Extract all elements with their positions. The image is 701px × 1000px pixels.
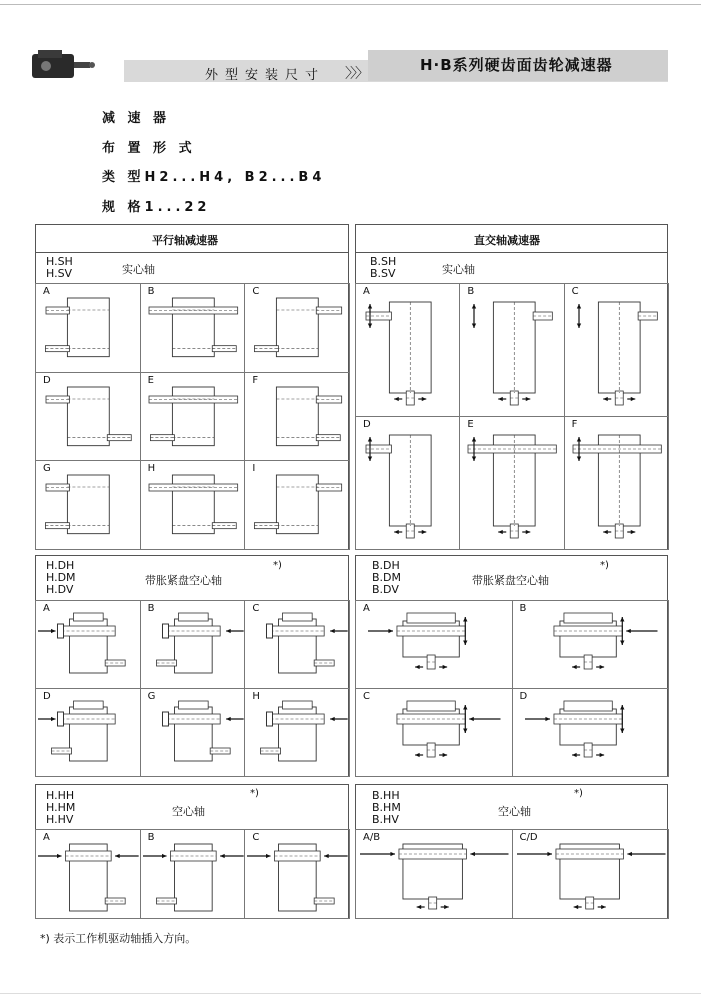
b-shrink-star: *)	[600, 560, 609, 571]
shrink-flange	[162, 712, 168, 726]
h-solid-letter: D	[43, 374, 51, 386]
h-solid-diagram	[36, 284, 141, 373]
h-hollow-cell	[140, 829, 246, 919]
h-solid-letter: B	[147, 286, 155, 297]
gearbox-body	[67, 298, 109, 357]
shrink-flange	[162, 624, 168, 638]
h-hollow-cell	[35, 829, 141, 919]
shrink-disc	[407, 701, 455, 711]
b-solid-cell	[564, 283, 669, 417]
h-solid-diagram	[141, 461, 246, 550]
header-subtitle: 外型安装尺寸	[205, 68, 326, 83]
h-solid-letter: A	[43, 286, 50, 297]
h-shrink-cell	[140, 600, 246, 689]
h-solid-diagram	[141, 373, 246, 462]
h-solid-diagram	[245, 284, 350, 373]
h-shrink-letter: D	[43, 691, 51, 702]
b-solid-diagram	[565, 417, 669, 550]
b-hollow-diagram	[356, 830, 513, 919]
h-solid-diagram	[36, 461, 141, 550]
h-shrink-cell	[35, 688, 141, 777]
h-shrink-diagram	[141, 689, 246, 777]
b-solid-cell	[459, 283, 564, 417]
h-shrink-cell	[244, 688, 350, 777]
h-shrink-letter: G	[147, 691, 156, 702]
shrink-disc	[73, 613, 103, 621]
top-rule	[0, 4, 701, 5]
shrink-flange	[267, 712, 273, 726]
b-hollow-grid	[355, 829, 668, 918]
b-solid-letter: B	[467, 286, 475, 297]
footnote: *) 表示工作机驱动轴插入方向。	[40, 932, 197, 945]
b-solid-letter: C	[571, 286, 579, 297]
b-shrink-letter: C	[363, 691, 370, 702]
h-solid-letter: G	[43, 463, 51, 475]
b-solid-cell	[355, 283, 460, 417]
b-hollow-cell	[512, 829, 670, 919]
gearbox-body	[277, 298, 319, 357]
h-hollow-diagram	[141, 830, 246, 919]
shrink-flange	[267, 624, 273, 638]
h-solid-diagram	[245, 461, 350, 550]
h-solid-diagram	[245, 373, 350, 462]
b-shrink-letter: B	[519, 603, 527, 614]
b-shrink-grid	[355, 600, 668, 776]
h-solid-cell	[244, 460, 350, 550]
h-shrink-diagram	[36, 689, 141, 777]
h-solid-letter: F	[252, 374, 259, 386]
b-solid-label: 实心轴	[442, 263, 475, 276]
shrink-disc	[73, 701, 103, 709]
h-shrink-diagram	[245, 689, 350, 777]
shrink-disc	[178, 613, 208, 621]
h-shrink-diagram	[36, 601, 141, 689]
spec-line-3: 类 型H2...H4, B2...B4	[102, 170, 326, 185]
gearbox-logo-icon	[28, 48, 96, 82]
b-solid-diagram	[460, 284, 564, 417]
h-solid-codes: H.SH H.SV	[46, 255, 73, 280]
spec-line-2: 布 置 形 式	[102, 141, 196, 156]
h-hollow-diagram	[245, 830, 350, 919]
b-solid-diagram	[460, 417, 564, 550]
b-shrink-cell	[355, 688, 513, 777]
h-solid-letter: I	[252, 463, 256, 475]
h-solid-cell	[140, 283, 246, 373]
b-solid-cell	[355, 416, 460, 550]
h-hollow-codes: H.HH H.HM H.HV	[46, 789, 76, 826]
b-shrink-diagram	[356, 689, 513, 777]
b-shrink-label: 带胀紧盘空心轴	[472, 574, 549, 587]
h-solid-label: 实心轴	[122, 263, 155, 276]
b-solid-grid	[355, 283, 668, 549]
b-solid-letter: A	[363, 286, 370, 297]
b-hollow-diagram	[513, 830, 670, 919]
h-solid-diagram	[141, 284, 246, 373]
shrink-disc	[563, 701, 611, 711]
shrink-disc	[407, 613, 455, 623]
h-shrink-cell	[35, 600, 141, 689]
shrink-disc	[178, 701, 208, 709]
h-solid-letter: H	[147, 463, 156, 475]
h-solid-cell	[244, 372, 350, 462]
parallel-title: 平行轴减速器	[152, 234, 218, 247]
b-shrink-diagram	[513, 601, 670, 689]
h-hollow-diagram	[36, 830, 141, 919]
b-solid-letter: F	[571, 419, 578, 430]
b-hollow-star: *)	[574, 788, 583, 799]
h-solid-cell	[140, 460, 246, 550]
b-solid-cell	[459, 416, 564, 550]
h-solid-cell	[244, 283, 350, 373]
b-shrink-letter: D	[519, 691, 528, 702]
shrink-flange	[57, 712, 63, 726]
h-shrink-letter: A	[43, 603, 50, 614]
b-shrink-codes: B.DH B.DM B.DV	[372, 559, 402, 596]
h-shrink-grid	[35, 600, 349, 776]
header-title: H·B系列硬齿面齿轮减速器	[420, 56, 613, 74]
b-solid-letter: E	[467, 419, 474, 430]
gearbox-body	[277, 387, 319, 446]
h-shrink-cell	[244, 600, 350, 689]
b-shrink-cell	[355, 600, 513, 689]
h-hollow-star: *)	[250, 788, 259, 799]
h-solid-cell	[140, 372, 246, 462]
h-hollow-letter: A	[43, 832, 50, 843]
h-shrink-label: 带胀紧盘空心轴	[145, 574, 222, 587]
h-hollow-letter: B	[147, 832, 155, 843]
b-shrink-diagram	[356, 601, 513, 689]
h-shrink-diagram	[141, 601, 246, 689]
b-hollow-letter: C/D	[519, 832, 538, 843]
b-solid-diagram	[356, 417, 460, 550]
h-shrink-star: *)	[273, 560, 282, 571]
h-solid-grid	[35, 283, 349, 549]
shrink-disc	[283, 613, 313, 621]
b-hollow-cell	[355, 829, 513, 919]
bottom-rule	[0, 993, 701, 994]
shrink-flange	[57, 624, 63, 638]
b-shrink-diagram	[513, 689, 670, 777]
b-hollow-label: 空心轴	[498, 805, 531, 818]
h-hollow-grid	[35, 829, 349, 918]
h-hollow-label: 空心轴	[172, 805, 205, 818]
h-solid-cell	[35, 460, 141, 550]
b-hollow-letter: A/B	[363, 832, 381, 843]
b-shrink-cell	[512, 600, 670, 689]
header-chevrons: 〉〉〉	[345, 66, 367, 82]
h-solid-letter: C	[252, 286, 260, 297]
h-shrink-letter: C	[252, 603, 260, 614]
gearbox-body	[277, 475, 319, 534]
h-shrink-cell	[140, 688, 246, 777]
spec-line-1: 减 速 器	[102, 111, 171, 126]
h-solid-cell	[35, 283, 141, 373]
h-solid-diagram	[36, 373, 141, 462]
b-hollow-codes: B.HH B.HM B.HV	[372, 789, 401, 826]
h-shrink-codes: H.DH H.DM H.DV	[46, 559, 76, 596]
shrink-disc	[563, 613, 611, 623]
h-shrink-letter: H	[252, 691, 260, 702]
b-shrink-cell	[512, 688, 670, 777]
shrink-disc	[283, 701, 313, 709]
b-solid-cell	[564, 416, 669, 550]
gearbox-body	[67, 387, 109, 446]
h-solid-letter: E	[147, 374, 154, 386]
h-solid-cell	[35, 372, 141, 462]
b-solid-diagram	[356, 284, 460, 417]
h-shrink-diagram	[245, 601, 350, 689]
h-hollow-letter: C	[252, 832, 260, 843]
b-solid-codes: B.SH B.SV	[370, 255, 397, 280]
spec-line-4: 规 格1...22	[102, 200, 211, 215]
h-shrink-letter: B	[147, 603, 155, 614]
gearbox-body	[67, 475, 109, 534]
right-angle-title: 直交轴减速器	[474, 234, 540, 247]
b-solid-diagram	[565, 284, 669, 417]
b-solid-letter: D	[363, 419, 371, 430]
h-hollow-cell	[244, 829, 350, 919]
b-shrink-letter: A	[363, 603, 370, 614]
